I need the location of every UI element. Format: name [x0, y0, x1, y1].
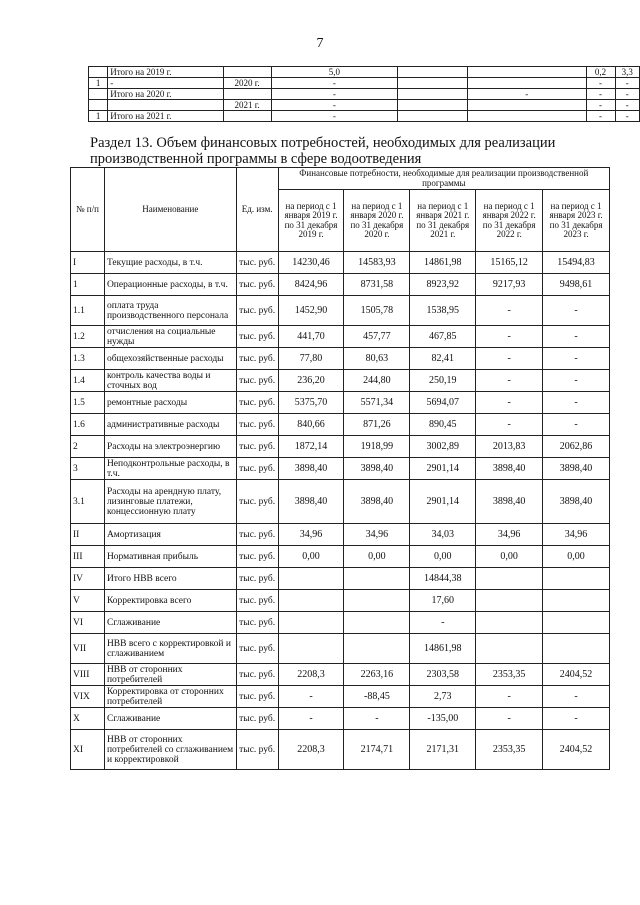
row-value: 3898,40 [476, 480, 543, 524]
row-value: 3898,40 [278, 480, 344, 524]
row-value: 3898,40 [344, 458, 410, 480]
top-table-row [89, 89, 640, 100]
row-unit: тыс. руб. [236, 392, 278, 414]
row-value: 8923,92 [410, 274, 476, 296]
row-value: 3002,89 [410, 436, 476, 458]
row-value: 441,70 [278, 326, 344, 348]
top-table-cell [468, 111, 586, 122]
row-name: Текущие расходы, в т.ч. [104, 252, 236, 274]
row-value: 17,60 [410, 590, 476, 612]
row-value [476, 634, 543, 664]
row-unit: тыс. руб. [236, 252, 278, 274]
top-table-cell [468, 67, 586, 78]
row-value [278, 568, 344, 590]
table-row [71, 326, 610, 348]
row-name: Операционные расходы, в т.ч. [104, 274, 236, 296]
row-value: 457,77 [344, 326, 410, 348]
row-unit: тыс. руб. [236, 458, 278, 480]
row-value: 14583,93 [344, 252, 410, 274]
row-unit: тыс. руб. [236, 370, 278, 392]
row-value: 80,63 [344, 348, 410, 370]
row-unit: тыс. руб. [236, 436, 278, 458]
top-table-cell: - [615, 78, 639, 89]
row-name: ремонтные расходы [104, 392, 236, 414]
row-unit: тыс. руб. [236, 480, 278, 524]
row-value: - [543, 296, 610, 326]
row-name: Корректировка от сторонних потребителей [104, 686, 236, 708]
row-number: II [71, 524, 105, 546]
row-name: административные расходы [104, 414, 236, 436]
row-unit: тыс. руб. [236, 686, 278, 708]
row-value [278, 612, 344, 634]
top-table-cell: - [586, 78, 615, 89]
row-unit: тыс. руб. [236, 708, 278, 730]
top-table-cell: 1 [89, 111, 108, 122]
row-value: 244,80 [344, 370, 410, 392]
header-num: № п/п [71, 168, 105, 252]
row-value: - [278, 708, 344, 730]
row-value [344, 634, 410, 664]
top-table-cell [89, 100, 108, 111]
top-table-cell: - [468, 89, 586, 100]
row-name: Сглаживание [104, 708, 236, 730]
row-value: 9217,93 [476, 274, 543, 296]
row-value: - [410, 612, 476, 634]
row-value: 15494,83 [543, 252, 610, 274]
row-name: НВВ всего с корректировкой и сглаживанием [104, 634, 236, 664]
row-value: 1452,90 [278, 296, 344, 326]
row-value: 14861,98 [410, 634, 476, 664]
row-name: Расходы на электроэнергию [104, 436, 236, 458]
section-title: Раздел 13. Объем финансовых потребностей, необходимых для реализации производственной программы в сфере водоотведения [90, 135, 556, 167]
row-value: - [543, 326, 610, 348]
row-value: - [476, 708, 543, 730]
table-row [71, 252, 610, 274]
row-value: 14861,98 [410, 252, 476, 274]
row-unit: тыс. руб. [236, 414, 278, 436]
row-value: 890,45 [410, 414, 476, 436]
row-value: 1505,78 [344, 296, 410, 326]
row-value: 2901,14 [410, 480, 476, 524]
table-row [71, 274, 610, 296]
row-name: Сглаживание [104, 612, 236, 634]
row-value: 34,96 [278, 524, 344, 546]
row-number: I [71, 252, 105, 274]
row-value: 2353,35 [476, 730, 543, 770]
table-row [71, 436, 610, 458]
row-value [344, 612, 410, 634]
top-table-cell: - [615, 111, 639, 122]
financial-needs-table [70, 167, 610, 770]
row-value: 2263,16 [344, 664, 410, 686]
row-value: - [476, 392, 543, 414]
row-unit: тыс. руб. [236, 348, 278, 370]
row-name: Итого НВВ всего [104, 568, 236, 590]
row-value: 2,73 [410, 686, 476, 708]
table-row [71, 730, 610, 770]
row-number: VII [71, 634, 105, 664]
row-value: 2404,52 [543, 664, 610, 686]
row-value [543, 590, 610, 612]
header-period: на период с 1 января 2020 г. по 31 декабря 2020 г. [344, 190, 410, 252]
row-number: XI [71, 730, 105, 770]
row-value: 5375,70 [278, 392, 344, 414]
row-value: - [476, 326, 543, 348]
row-value: 2062,86 [543, 436, 610, 458]
top-table-cell: - [271, 111, 398, 122]
table-row [71, 612, 610, 634]
top-table-cell [223, 67, 271, 78]
row-unit: тыс. руб. [236, 590, 278, 612]
row-number: 1.6 [71, 414, 105, 436]
header-group: Финансовые потребности, необходимые для реализации производственной программы [278, 168, 609, 190]
row-unit: тыс. руб. [236, 634, 278, 664]
row-unit: тыс. руб. [236, 296, 278, 326]
row-unit: тыс. руб. [236, 546, 278, 568]
row-value: 2171,31 [410, 730, 476, 770]
top-table-cell: 0,2 [586, 67, 615, 78]
top-table-row [89, 100, 640, 111]
row-name: Нормативная прибыль [104, 546, 236, 568]
row-value: 2208,3 [278, 730, 344, 770]
row-name: оплата труда производственного персонала [104, 296, 236, 326]
row-value: 34,96 [543, 524, 610, 546]
top-table-cell: - [615, 89, 639, 100]
row-value: - [476, 348, 543, 370]
table-row [71, 568, 610, 590]
row-value: 3898,40 [543, 458, 610, 480]
row-number: 1.3 [71, 348, 105, 370]
row-name: Амортизация [104, 524, 236, 546]
top-table-cell: - [615, 100, 639, 111]
row-value: - [543, 392, 610, 414]
row-value: 250,19 [410, 370, 476, 392]
top-table-cell: - [108, 78, 223, 89]
row-value: 840,66 [278, 414, 344, 436]
row-value: - [543, 414, 610, 436]
top-table-cell [468, 100, 586, 111]
row-value: - [278, 686, 344, 708]
row-value: -135,00 [410, 708, 476, 730]
top-table-cell: Итого на 2019 г. [108, 67, 223, 78]
row-value: 34,03 [410, 524, 476, 546]
row-number: VIX [71, 686, 105, 708]
row-value: 14230,46 [278, 252, 344, 274]
header-period: на период с 1 января 2019 г. по 31 декабря 2019 г. [278, 190, 344, 252]
row-value: 14844,38 [410, 568, 476, 590]
row-value: 0,00 [344, 546, 410, 568]
top-table-cell [89, 67, 108, 78]
row-value: - [476, 296, 543, 326]
row-name: НВВ от сторонних потребителей [104, 664, 236, 686]
row-number: 3.1 [71, 480, 105, 524]
row-value: - [543, 686, 610, 708]
row-number: VI [71, 612, 105, 634]
row-value [543, 634, 610, 664]
row-unit: тыс. руб. [236, 326, 278, 348]
row-unit: тыс. руб. [236, 568, 278, 590]
top-table-row [89, 78, 640, 89]
top-table-cell: - [586, 111, 615, 122]
top-table-row [89, 111, 640, 122]
row-value: - [543, 348, 610, 370]
row-number: VIII [71, 664, 105, 686]
row-unit: тыс. руб. [236, 524, 278, 546]
row-name: Расходы на арендную плату, лизинговые платежи, концессионную плату [104, 480, 236, 524]
top-table-cell: - [586, 100, 615, 111]
top-table-cell: 5,0 [271, 67, 398, 78]
row-value [278, 634, 344, 664]
top-table-cell [398, 89, 468, 100]
table-row [71, 686, 610, 708]
row-value: 3898,40 [543, 480, 610, 524]
previous-section-table-fragment [88, 66, 640, 122]
top-table-cell: 2021 г. [223, 100, 271, 111]
top-table-row [89, 67, 640, 78]
row-name: Корректировка всего [104, 590, 236, 612]
top-table-cell: - [586, 89, 615, 100]
row-value: 2353,35 [476, 664, 543, 686]
row-value: - [476, 370, 543, 392]
row-value: 236,20 [278, 370, 344, 392]
top-table-cell: 1 [89, 78, 108, 89]
row-name: контроль качества воды и сточных вод [104, 370, 236, 392]
top-table-cell [398, 67, 468, 78]
row-value: 0,00 [543, 546, 610, 568]
table-row [71, 546, 610, 568]
table-row [71, 370, 610, 392]
row-value: 2174,71 [344, 730, 410, 770]
top-table-cell [398, 100, 468, 111]
row-value: 5694,07 [410, 392, 476, 414]
top-table-cell [223, 89, 271, 100]
header-period: на период с 1 января 2022 г. по 31 декабря 2022 г. [476, 190, 543, 252]
row-value: 15165,12 [476, 252, 543, 274]
row-value: -88,45 [344, 686, 410, 708]
row-value: - [344, 708, 410, 730]
row-value [278, 590, 344, 612]
row-value [344, 568, 410, 590]
top-table-cell [108, 100, 223, 111]
table-row [71, 458, 610, 480]
row-value: - [543, 370, 610, 392]
row-value: 3898,40 [278, 458, 344, 480]
row-value: 34,96 [476, 524, 543, 546]
row-value: 1872,14 [278, 436, 344, 458]
table-row [71, 634, 610, 664]
row-value: 871,26 [344, 414, 410, 436]
row-value: 34,96 [344, 524, 410, 546]
row-number: IV [71, 568, 105, 590]
row-number: 3 [71, 458, 105, 480]
row-number: 2 [71, 436, 105, 458]
row-value [476, 568, 543, 590]
row-value: 2303,58 [410, 664, 476, 686]
row-value: 0,00 [476, 546, 543, 568]
row-number: III [71, 546, 105, 568]
header-period: на период с 1 января 2021 г. по 31 декабря 2021 г. [410, 190, 476, 252]
row-value: 82,41 [410, 348, 476, 370]
row-value: - [543, 708, 610, 730]
table-row [71, 708, 610, 730]
row-value: 9498,61 [543, 274, 610, 296]
row-value [543, 612, 610, 634]
row-value [476, 590, 543, 612]
table-row [71, 296, 610, 326]
row-value: 1538,95 [410, 296, 476, 326]
table-row [71, 524, 610, 546]
top-table-cell [468, 78, 586, 89]
header-period: на период с 1 января 2023 г. по 31 декабря 2023 г. [543, 190, 610, 252]
table-row [71, 664, 610, 686]
row-value: 2208,3 [278, 664, 344, 686]
row-value [543, 568, 610, 590]
row-number: V [71, 590, 105, 612]
row-value: 3898,40 [476, 458, 543, 480]
top-table-cell: 3,3 [615, 67, 639, 78]
top-table-cell [398, 78, 468, 89]
row-value: 1918,99 [344, 436, 410, 458]
row-value: 8731,58 [344, 274, 410, 296]
row-number: 1.5 [71, 392, 105, 414]
top-table-cell: - [271, 100, 398, 111]
row-name: Неподконтрольные расходы, в т.ч. [104, 458, 236, 480]
row-value: - [476, 686, 543, 708]
table-row [71, 392, 610, 414]
table-row [71, 414, 610, 436]
row-number: 1.2 [71, 326, 105, 348]
table-row [71, 590, 610, 612]
row-name: НВВ от сторонних потребителей со сглаживанием и корректировкой [104, 730, 236, 770]
row-number: 1 [71, 274, 105, 296]
page-number: 7 [316, 36, 324, 51]
row-value: 2901,14 [410, 458, 476, 480]
header-name: Наименование [104, 168, 236, 252]
row-value: 0,00 [410, 546, 476, 568]
top-table-cell: - [271, 89, 398, 100]
table-row [71, 480, 610, 524]
top-table-cell [223, 111, 271, 122]
row-name: общехозяйственные расходы [104, 348, 236, 370]
row-number: X [71, 708, 105, 730]
row-value: 3898,40 [344, 480, 410, 524]
row-value: 0,00 [278, 546, 344, 568]
row-value: - [476, 414, 543, 436]
table-row [71, 348, 610, 370]
row-value: 2013,83 [476, 436, 543, 458]
row-value: 8424,96 [278, 274, 344, 296]
row-value: 77,80 [278, 348, 344, 370]
row-number: 1.1 [71, 296, 105, 326]
row-value [476, 612, 543, 634]
row-unit: тыс. руб. [236, 612, 278, 634]
row-number: 1.4 [71, 370, 105, 392]
top-table-cell: Итого на 2021 г. [108, 111, 223, 122]
top-table-cell [89, 89, 108, 100]
row-value: 2404,52 [543, 730, 610, 770]
row-unit: тыс. руб. [236, 274, 278, 296]
top-table-cell [398, 111, 468, 122]
row-value: 467,85 [410, 326, 476, 348]
row-unit: тыс. руб. [236, 730, 278, 770]
row-value [344, 590, 410, 612]
top-table-cell: - [271, 78, 398, 89]
row-name: отчисления на социальные нужды [104, 326, 236, 348]
header-unit: Ед. изм. [236, 168, 278, 252]
top-table-cell: 2020 г. [223, 78, 271, 89]
row-unit: тыс. руб. [236, 664, 278, 686]
row-value: 5571,34 [344, 392, 410, 414]
top-table-cell: Итого на 2020 г. [108, 89, 223, 100]
